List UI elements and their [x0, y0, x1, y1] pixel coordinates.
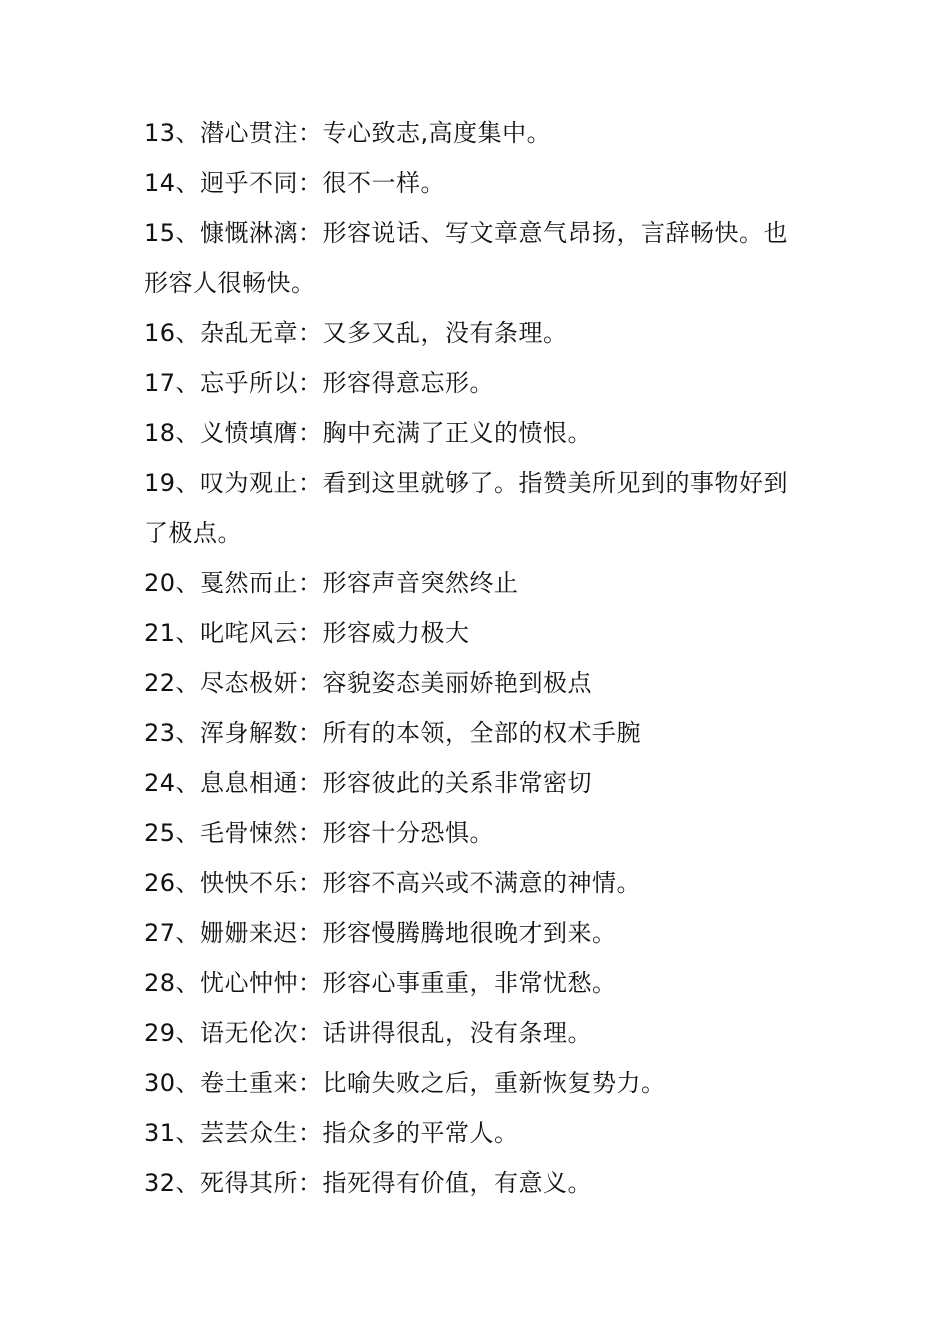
text-line-23: 23、浑身解数：所有的本领，全部的权术手腕: [144, 719, 642, 747]
text-line-29: 29、语无伦次：话讲得很乱，没有条理。: [144, 1019, 593, 1047]
text-line-20: 20、戛然而止：形容声音突然终止: [144, 569, 519, 597]
text-line-27: 27、姗姗来迟：形容慢腾腾地很晚才到来。: [144, 919, 617, 947]
text-line-30: 30、卷土重来：比喻失败之后，重新恢复势力。: [144, 1069, 666, 1097]
text-line-25: 25、毛骨悚然：形容十分恐惧。: [144, 819, 495, 847]
text-line-15: 15、慷慨淋漓：形容说话、写文章意气昂扬，言辞畅快。也: [144, 219, 789, 247]
text-line-18: 18、义愤填膺：胸中充满了正义的愤恨。: [144, 419, 593, 447]
text-line-22: 22、尽态极妍：容貌姿态美丽娇艳到极点: [144, 669, 593, 697]
text-line-13: 13、潜心贯注：专心致志,高度集中。: [144, 119, 552, 147]
text-line-21: 21、叱咤风云：形容威力极大: [144, 619, 470, 647]
text-line-15-continued: 形容人很畅快。: [144, 269, 316, 297]
text-line-14: 14、迥乎不同：很不一样。: [144, 169, 446, 197]
text-line-24: 24、息息相通：形容彼此的关系非常密切: [144, 769, 593, 797]
text-line-31: 31、芸芸众生：指众多的平常人。: [144, 1119, 519, 1147]
text-line-28: 28、忧心忡忡：形容心事重重，非常忧愁。: [144, 969, 617, 997]
text-line-26: 26、怏怏不乐：形容不高兴或不满意的神情。: [144, 869, 642, 897]
text-line-16: 16、杂乱无章：又多又乱，没有条理。: [144, 319, 568, 347]
text-line-19-continued: 了极点。: [144, 519, 242, 547]
text-line-17: 17、忘乎所以：形容得意忘形。: [144, 369, 495, 397]
text-line-32: 32、死得其所：指死得有价值，有意义。: [144, 1169, 593, 1197]
text-line-19: 19、叹为观止：看到这里就够了。指赞美所见到的事物好到: [144, 469, 789, 497]
idiom-list: [144, 108, 814, 1208]
